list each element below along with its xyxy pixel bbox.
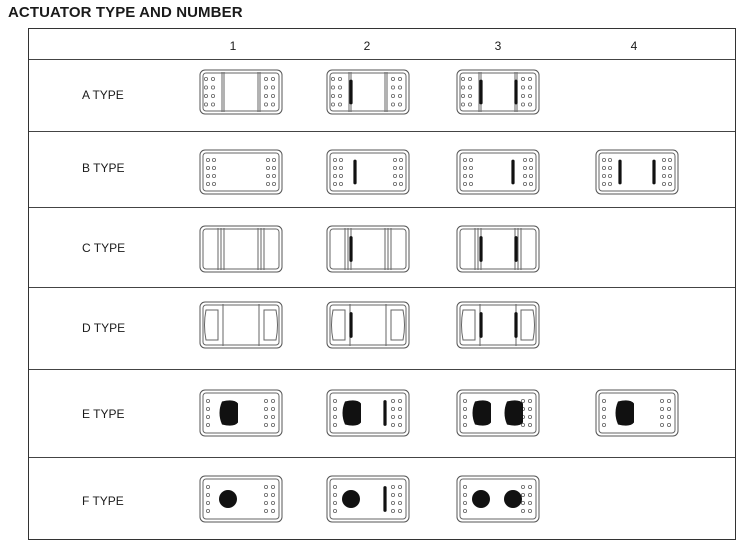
terminal-dot — [608, 158, 611, 161]
terminal-dot — [521, 423, 524, 426]
actuator-e-4 — [595, 389, 679, 437]
terminal-dot — [338, 103, 341, 106]
switch-body — [200, 150, 282, 194]
terminal-dot — [398, 103, 401, 106]
terminal-dot — [529, 174, 532, 177]
terminal-dot — [271, 509, 274, 512]
terminal-dot — [271, 399, 274, 402]
terminal-dot — [264, 94, 267, 97]
terminal-dot — [272, 174, 275, 177]
terminal-dot — [333, 182, 336, 185]
terminal-dot — [333, 166, 336, 169]
terminal-dot — [608, 174, 611, 177]
terminal-dot — [398, 485, 401, 488]
terminal-dot — [264, 501, 267, 504]
terminal-dot — [393, 174, 396, 177]
terminal-dot — [204, 77, 207, 80]
terminal-dot — [398, 423, 401, 426]
actuator-b-4 — [595, 149, 679, 195]
row-divider — [29, 457, 735, 458]
terminal-dot — [602, 174, 605, 177]
terminal-dot — [528, 103, 531, 106]
indicator-bar — [514, 312, 517, 338]
indicator-dot — [472, 490, 490, 508]
terminal-dot — [521, 493, 524, 496]
terminal-dot — [469, 166, 472, 169]
terminal-dot — [523, 158, 526, 161]
actuator-f-2 — [326, 475, 410, 523]
terminal-dot — [662, 158, 665, 161]
terminal-dot — [206, 501, 209, 504]
indicator-bar — [479, 80, 482, 105]
terminal-dot — [393, 158, 396, 161]
switch-body — [200, 226, 282, 272]
actuator-a-2 — [326, 69, 410, 115]
terminal-dot — [398, 509, 401, 512]
terminal-dot — [333, 399, 336, 402]
terminal-dot — [264, 509, 267, 512]
terminal-dot — [668, 174, 671, 177]
indicator-bar — [383, 486, 386, 512]
actuator-c-2 — [326, 225, 410, 273]
terminal-dot — [528, 77, 531, 80]
terminal-dot — [266, 166, 269, 169]
terminal-dot — [463, 415, 466, 418]
terminal-dot — [602, 158, 605, 161]
switch-body — [327, 70, 409, 114]
actuator-e-1 — [199, 389, 283, 437]
terminal-dot — [206, 493, 209, 496]
terminal-dot — [212, 174, 215, 177]
terminal-dot — [211, 86, 214, 89]
terminal-dot — [668, 158, 671, 161]
terminal-dot — [391, 509, 394, 512]
switch-body — [327, 390, 409, 436]
terminal-dot — [608, 166, 611, 169]
terminal-dot — [521, 103, 524, 106]
terminal-dot — [333, 493, 336, 496]
switch-body — [327, 476, 409, 522]
terminal-dot — [602, 415, 605, 418]
terminal-dot — [523, 166, 526, 169]
actuator-a-1 — [199, 69, 283, 115]
indicator-bar — [383, 400, 386, 426]
terminal-dot — [204, 103, 207, 106]
terminal-dot — [667, 399, 670, 402]
column-header-2: 2 — [363, 39, 371, 53]
terminal-dot — [206, 166, 209, 169]
terminal-dot — [668, 182, 671, 185]
switch-body — [457, 70, 539, 114]
terminal-dot — [272, 158, 275, 161]
terminal-dot — [523, 182, 526, 185]
terminal-dot — [391, 501, 394, 504]
actuator-b-3 — [456, 149, 540, 195]
terminal-dot — [271, 423, 274, 426]
terminal-dot — [398, 94, 401, 97]
terminal-dot — [211, 103, 214, 106]
row-label-d: D TYPE — [82, 321, 126, 335]
terminal-dot — [398, 415, 401, 418]
actuator-d-3 — [456, 301, 540, 349]
terminal-dot — [463, 407, 466, 410]
terminal-dot — [521, 501, 524, 504]
terminal-dot — [399, 182, 402, 185]
terminal-dot — [272, 182, 275, 185]
terminal-dot — [528, 485, 531, 488]
row-divider — [29, 207, 735, 208]
switch-body — [457, 150, 539, 194]
terminal-dot — [271, 77, 274, 80]
terminal-dot — [528, 493, 531, 496]
actuator-d-2 — [326, 301, 410, 349]
actuator-e-2 — [326, 389, 410, 437]
terminal-dot — [399, 166, 402, 169]
indicator-bar — [514, 236, 517, 262]
terminal-dot — [463, 423, 466, 426]
terminal-dot — [339, 166, 342, 169]
terminal-dot — [391, 94, 394, 97]
terminal-dot — [667, 415, 670, 418]
terminal-dot — [266, 174, 269, 177]
indicator-dot — [504, 490, 522, 508]
terminal-dot — [463, 399, 466, 402]
terminal-dot — [662, 182, 665, 185]
terminal-dot — [264, 86, 267, 89]
terminal-dot — [529, 182, 532, 185]
indicator-arc — [220, 400, 239, 425]
column-header-3: 3 — [494, 39, 502, 53]
terminal-dot — [662, 166, 665, 169]
terminal-dot — [338, 94, 341, 97]
terminal-dot — [338, 86, 341, 89]
row-label-e: E TYPE — [82, 407, 125, 421]
terminal-dot — [271, 103, 274, 106]
terminal-dot — [212, 166, 215, 169]
terminal-dot — [339, 174, 342, 177]
terminal-dot — [521, 485, 524, 488]
terminal-dot — [660, 407, 663, 410]
terminal-dot — [528, 509, 531, 512]
terminal-dot — [264, 423, 267, 426]
terminal-dot — [391, 407, 394, 410]
terminal-dot — [608, 182, 611, 185]
terminal-dot — [521, 77, 524, 80]
terminal-dot — [521, 86, 524, 89]
actuator-f-1 — [199, 475, 283, 523]
row-divider — [29, 287, 735, 288]
column-header-1: 1 — [229, 39, 237, 53]
terminal-dot — [528, 94, 531, 97]
row-label-f: F TYPE — [82, 494, 124, 508]
terminal-dot — [528, 501, 531, 504]
terminal-dot — [668, 166, 671, 169]
terminal-dot — [211, 77, 214, 80]
terminal-dot — [206, 509, 209, 512]
terminal-dot — [528, 407, 531, 410]
terminal-dot — [461, 103, 464, 106]
terminal-dot — [264, 77, 267, 80]
row-label-a: A TYPE — [82, 88, 124, 102]
column-header-4: 4 — [630, 39, 638, 53]
terminal-dot — [391, 415, 394, 418]
switch-body — [457, 476, 539, 522]
indicator-dot — [342, 490, 360, 508]
terminal-dot — [521, 509, 524, 512]
indicator-bar — [618, 160, 621, 185]
switch-body — [200, 70, 282, 114]
row-label-b: B TYPE — [82, 161, 125, 175]
terminal-dot — [667, 407, 670, 410]
switch-body — [327, 150, 409, 194]
terminal-dot — [391, 399, 394, 402]
switch-body — [596, 390, 678, 436]
terminal-dot — [528, 415, 531, 418]
terminal-dot — [271, 493, 274, 496]
terminal-dot — [662, 174, 665, 177]
terminal-dot — [264, 399, 267, 402]
terminal-dot — [468, 86, 471, 89]
indicator-bar — [349, 312, 352, 338]
indicator-bar — [652, 160, 655, 185]
terminal-dot — [521, 94, 524, 97]
terminal-dot — [468, 94, 471, 97]
terminal-dot — [204, 86, 207, 89]
actuator-e-3 — [456, 389, 540, 437]
terminal-dot — [206, 423, 209, 426]
terminal-dot — [461, 94, 464, 97]
row-label-c: C TYPE — [82, 241, 126, 255]
terminal-dot — [398, 407, 401, 410]
terminal-dot — [206, 182, 209, 185]
terminal-dot — [398, 501, 401, 504]
row-divider — [29, 369, 735, 370]
indicator-bar — [511, 160, 514, 185]
terminal-dot — [398, 77, 401, 80]
terminal-dot — [391, 103, 394, 106]
terminal-dot — [333, 158, 336, 161]
terminal-dot — [602, 182, 605, 185]
indicator-arc — [473, 400, 492, 425]
terminal-dot — [602, 407, 605, 410]
actuator-b-2 — [326, 149, 410, 195]
terminal-dot — [212, 158, 215, 161]
terminal-dot — [528, 399, 531, 402]
actuator-d-1 — [199, 301, 283, 349]
terminal-dot — [271, 407, 274, 410]
terminal-dot — [469, 158, 472, 161]
terminal-dot — [660, 423, 663, 426]
terminal-dot — [391, 485, 394, 488]
terminal-dot — [463, 158, 466, 161]
terminal-dot — [339, 182, 342, 185]
terminal-dot — [206, 407, 209, 410]
terminal-dot — [469, 182, 472, 185]
terminal-dot — [271, 86, 274, 89]
terminal-dot — [333, 174, 336, 177]
terminal-dot — [602, 423, 605, 426]
terminal-dot — [469, 174, 472, 177]
actuator-f-3 — [456, 475, 540, 523]
terminal-dot — [521, 399, 524, 402]
terminal-dot — [331, 103, 334, 106]
terminal-dot — [206, 485, 209, 488]
actuator-c-3 — [456, 225, 540, 273]
switch-body — [200, 302, 282, 348]
actuator-c-1 — [199, 225, 283, 273]
terminal-dot — [338, 77, 341, 80]
switch-body — [200, 476, 282, 522]
terminal-dot — [266, 182, 269, 185]
indicator-bar — [349, 80, 352, 105]
terminal-dot — [461, 77, 464, 80]
switch-body — [596, 150, 678, 194]
terminal-dot — [393, 166, 396, 169]
indicator-bar — [353, 160, 356, 185]
actuator-a-3 — [456, 69, 540, 115]
indicator-dot — [219, 490, 237, 508]
terminal-dot — [333, 509, 336, 512]
indicator-arc — [505, 400, 524, 425]
terminal-dot — [264, 493, 267, 496]
terminal-dot — [391, 77, 394, 80]
terminal-dot — [463, 182, 466, 185]
diagram-title: ACTUATOR TYPE AND NUMBER — [8, 4, 243, 21]
terminal-dot — [272, 166, 275, 169]
terminal-dot — [660, 415, 663, 418]
actuator-grid — [28, 28, 736, 540]
terminal-dot — [468, 77, 471, 80]
switch-body — [457, 390, 539, 436]
indicator-bar — [514, 80, 517, 105]
terminal-dot — [398, 493, 401, 496]
terminal-dot — [206, 415, 209, 418]
terminal-dot — [602, 166, 605, 169]
terminal-dot — [529, 166, 532, 169]
terminal-dot — [667, 423, 670, 426]
terminal-dot — [398, 399, 401, 402]
terminal-dot — [528, 86, 531, 89]
terminal-dot — [523, 174, 526, 177]
terminal-dot — [331, 77, 334, 80]
terminal-dot — [271, 485, 274, 488]
indicator-bar — [479, 236, 482, 262]
terminal-dot — [463, 166, 466, 169]
terminal-dot — [391, 86, 394, 89]
terminal-dot — [461, 86, 464, 89]
terminal-dot — [271, 415, 274, 418]
terminal-dot — [264, 485, 267, 488]
terminal-dot — [212, 182, 215, 185]
terminal-dot — [463, 174, 466, 177]
indicator-arc — [616, 400, 635, 425]
switch-body — [327, 226, 409, 272]
actuator-b-1 — [199, 149, 283, 195]
terminal-dot — [271, 501, 274, 504]
row-divider — [29, 59, 735, 60]
terminal-dot — [528, 423, 531, 426]
switch-body — [327, 302, 409, 348]
terminal-dot — [206, 174, 209, 177]
terminal-dot — [333, 485, 336, 488]
switch-body — [200, 390, 282, 436]
terminal-dot — [529, 158, 532, 161]
terminal-dot — [333, 501, 336, 504]
terminal-dot — [399, 174, 402, 177]
terminal-dot — [399, 158, 402, 161]
terminal-dot — [463, 501, 466, 504]
row-divider — [29, 131, 735, 132]
terminal-dot — [206, 399, 209, 402]
terminal-dot — [264, 415, 267, 418]
terminal-dot — [333, 423, 336, 426]
indicator-bar — [349, 236, 352, 262]
terminal-dot — [602, 399, 605, 402]
terminal-dot — [393, 182, 396, 185]
terminal-dot — [333, 407, 336, 410]
terminal-dot — [463, 493, 466, 496]
terminal-dot — [331, 86, 334, 89]
terminal-dot — [660, 399, 663, 402]
terminal-dot — [264, 103, 267, 106]
terminal-dot — [211, 94, 214, 97]
indicator-arc — [343, 400, 362, 425]
switch-body — [457, 302, 539, 348]
terminal-dot — [391, 493, 394, 496]
terminal-dot — [331, 94, 334, 97]
terminal-dot — [204, 94, 207, 97]
terminal-dot — [206, 158, 209, 161]
terminal-dot — [271, 94, 274, 97]
terminal-dot — [391, 423, 394, 426]
terminal-dot — [264, 407, 267, 410]
terminal-dot — [463, 485, 466, 488]
switch-body — [457, 226, 539, 272]
terminal-dot — [463, 509, 466, 512]
indicator-bar — [479, 312, 482, 338]
terminal-dot — [333, 415, 336, 418]
terminal-dot — [398, 86, 401, 89]
terminal-dot — [339, 158, 342, 161]
terminal-dot — [266, 158, 269, 161]
terminal-dot — [468, 103, 471, 106]
